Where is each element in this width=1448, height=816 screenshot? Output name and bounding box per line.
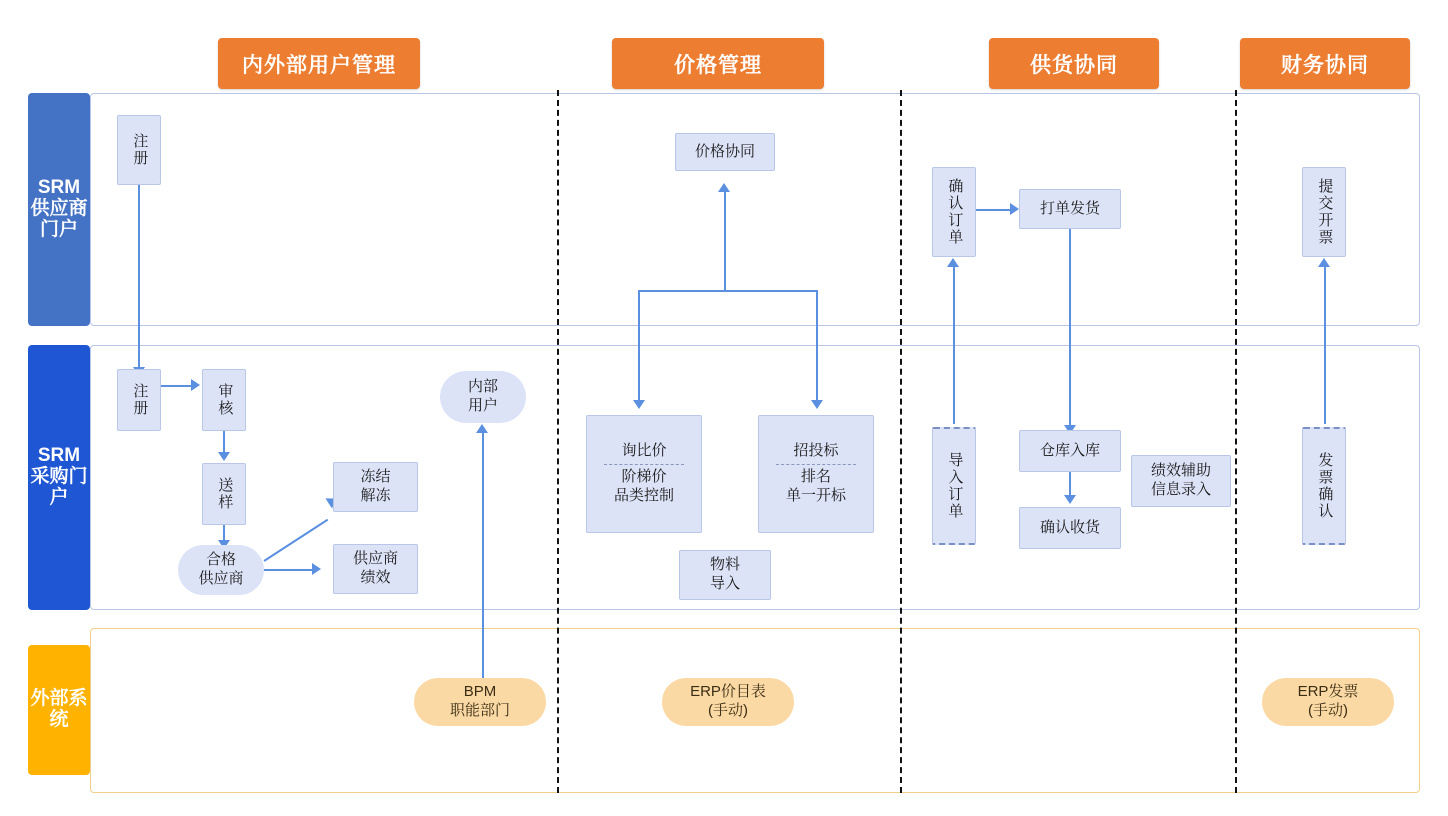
node-inquiry-label-1: 阶梯价 bbox=[621, 468, 667, 486]
node-internal-user-label-2: 用户 bbox=[467, 397, 498, 414]
node-bpm-label-2: 职能部门 bbox=[449, 702, 510, 719]
node-bidding[interactable] bbox=[758, 415, 874, 533]
arrow-invoice-confirm-to-submit bbox=[1318, 258, 1330, 267]
connector-price-collab-stem bbox=[724, 192, 726, 290]
node-price-collab-label: 价格协同 bbox=[694, 142, 755, 160]
node-performance-aux-label-2: 信息录入 bbox=[1150, 481, 1211, 498]
node-bidding-divider bbox=[776, 464, 855, 465]
arrow-qualified-to-performance bbox=[312, 563, 321, 575]
lane-label-purchase-portal: SRM采购门户 bbox=[28, 345, 90, 610]
node-register-supplier[interactable] bbox=[117, 115, 161, 185]
node-erp-invoice-label-1: ERP发票 bbox=[1297, 683, 1359, 701]
node-import-order-label: 导入订单 bbox=[946, 452, 964, 520]
arrow-warehouse-to-receipt bbox=[1064, 495, 1076, 504]
column-separator-3 bbox=[1235, 90, 1237, 793]
node-warehouse-in[interactable] bbox=[1019, 430, 1121, 472]
node-register-supplier-label: 注册 bbox=[131, 133, 149, 167]
node-confirm-receipt[interactable] bbox=[1019, 507, 1121, 549]
node-price-collab[interactable] bbox=[675, 133, 775, 171]
node-confirm-order-label: 确认订单 bbox=[946, 178, 964, 246]
node-import-order[interactable] bbox=[932, 427, 976, 545]
node-supplier-performance-label-1: 供应商 bbox=[352, 550, 398, 568]
connector-warehouse-to-receipt bbox=[1069, 472, 1071, 497]
connector-confirm-order-to-ship bbox=[976, 209, 1012, 211]
node-qualified-supplier-label-1: 合格 bbox=[205, 551, 236, 569]
node-erp-invoice-label-2: (手动) bbox=[1308, 702, 1348, 719]
node-register-buyer-label: 注册 bbox=[131, 383, 149, 417]
node-inquiry[interactable] bbox=[586, 415, 702, 533]
connector-ship-to-warehouse bbox=[1069, 229, 1071, 427]
node-supplier-performance-label-2: 绩效 bbox=[360, 569, 391, 586]
connector-qualified-to-performance bbox=[264, 569, 314, 571]
column-separator-1 bbox=[557, 90, 559, 793]
node-review[interactable] bbox=[202, 369, 246, 431]
connector-invoice-confirm-to-submit bbox=[1324, 266, 1326, 424]
arrow-register-to-review bbox=[191, 379, 200, 391]
arrow-bpm-to-internal-user bbox=[476, 424, 488, 433]
node-bpm-label-1: BPM bbox=[463, 683, 497, 701]
node-warehouse-in-label: 仓库入库 bbox=[1039, 441, 1100, 459]
node-performance-aux-input[interactable] bbox=[1131, 455, 1231, 507]
lane-label-supplier-portal: SRM供应商门户 bbox=[28, 93, 90, 326]
node-internal-user[interactable] bbox=[440, 371, 526, 423]
node-inquiry-title: 询比价 bbox=[621, 442, 667, 460]
node-send-sample[interactable] bbox=[202, 463, 246, 525]
node-erp-price-label-2: (手动) bbox=[708, 702, 748, 719]
node-material-import[interactable] bbox=[679, 550, 771, 600]
arrow-to-inquiry bbox=[633, 400, 645, 409]
node-inquiry-divider bbox=[604, 464, 683, 465]
node-freeze-label-2: 解冻 bbox=[360, 487, 391, 504]
node-erp-invoice[interactable] bbox=[1262, 678, 1394, 726]
node-send-sample-label: 送样 bbox=[216, 477, 234, 511]
node-supplier-performance[interactable] bbox=[333, 544, 418, 594]
node-bpm[interactable] bbox=[414, 678, 546, 726]
node-review-label: 审核 bbox=[216, 383, 234, 417]
connector-bpm-to-internal-user bbox=[482, 432, 484, 680]
arrow-review-to-sample bbox=[218, 452, 230, 461]
column-header-price-mgmt: 价格管理 bbox=[612, 38, 824, 89]
node-performance-aux-label-1: 绩效辅助 bbox=[1150, 462, 1211, 480]
column-separator-2 bbox=[900, 90, 902, 793]
node-submit-invoice-label: 提交开票 bbox=[1316, 178, 1334, 246]
node-inquiry-label-2: 品类控制 bbox=[613, 486, 674, 504]
node-print-ship[interactable] bbox=[1019, 189, 1121, 229]
node-material-import-label-1: 物料 bbox=[709, 556, 740, 574]
node-qualified-supplier[interactable] bbox=[178, 545, 264, 595]
arrow-price-collab bbox=[718, 183, 730, 192]
connector-register-supplier-to-buyer bbox=[138, 185, 140, 369]
connector-price-collab-right-drop bbox=[816, 290, 818, 402]
column-header-supply: 供货协同 bbox=[989, 38, 1159, 89]
connector-review-to-sample bbox=[223, 431, 225, 454]
node-confirm-order[interactable] bbox=[932, 167, 976, 257]
node-freeze-label-1: 冻结 bbox=[360, 468, 391, 486]
arrow-to-bidding bbox=[811, 400, 823, 409]
node-qualified-supplier-label-2: 供应商 bbox=[198, 570, 244, 587]
node-freeze-unfreeze[interactable] bbox=[333, 462, 418, 512]
arrow-confirm-order-to-ship bbox=[1010, 203, 1019, 215]
node-confirm-receipt-label: 确认收货 bbox=[1039, 518, 1100, 536]
node-invoice-confirm[interactable] bbox=[1302, 427, 1346, 545]
node-erp-price-list[interactable] bbox=[662, 678, 794, 726]
connector-price-collab-left-drop bbox=[638, 290, 640, 402]
node-internal-user-label-1: 内部 bbox=[467, 378, 498, 396]
connector-register-to-review bbox=[161, 385, 193, 387]
node-invoice-confirm-label: 发票确认 bbox=[1316, 452, 1334, 520]
node-bidding-label-2: 单一开标 bbox=[785, 486, 846, 504]
column-header-user-mgmt: 内外部用户管理 bbox=[218, 38, 420, 89]
node-bidding-title: 招投标 bbox=[793, 442, 839, 460]
arrow-import-order-to-confirm bbox=[947, 258, 959, 267]
lane-label-external-system: 外部系统 bbox=[28, 645, 90, 775]
column-header-finance: 财务协同 bbox=[1240, 38, 1410, 89]
connector-import-order-to-confirm bbox=[953, 266, 955, 424]
node-submit-invoice[interactable] bbox=[1302, 167, 1346, 257]
connector-price-collab-bus bbox=[638, 290, 818, 292]
node-material-import-label-2: 导入 bbox=[709, 575, 740, 592]
node-print-ship-label: 打单发货 bbox=[1039, 199, 1100, 217]
node-bidding-label-1: 排名 bbox=[800, 468, 831, 486]
node-register-buyer[interactable] bbox=[117, 369, 161, 431]
node-erp-price-label-1: ERP价目表 bbox=[690, 683, 766, 701]
